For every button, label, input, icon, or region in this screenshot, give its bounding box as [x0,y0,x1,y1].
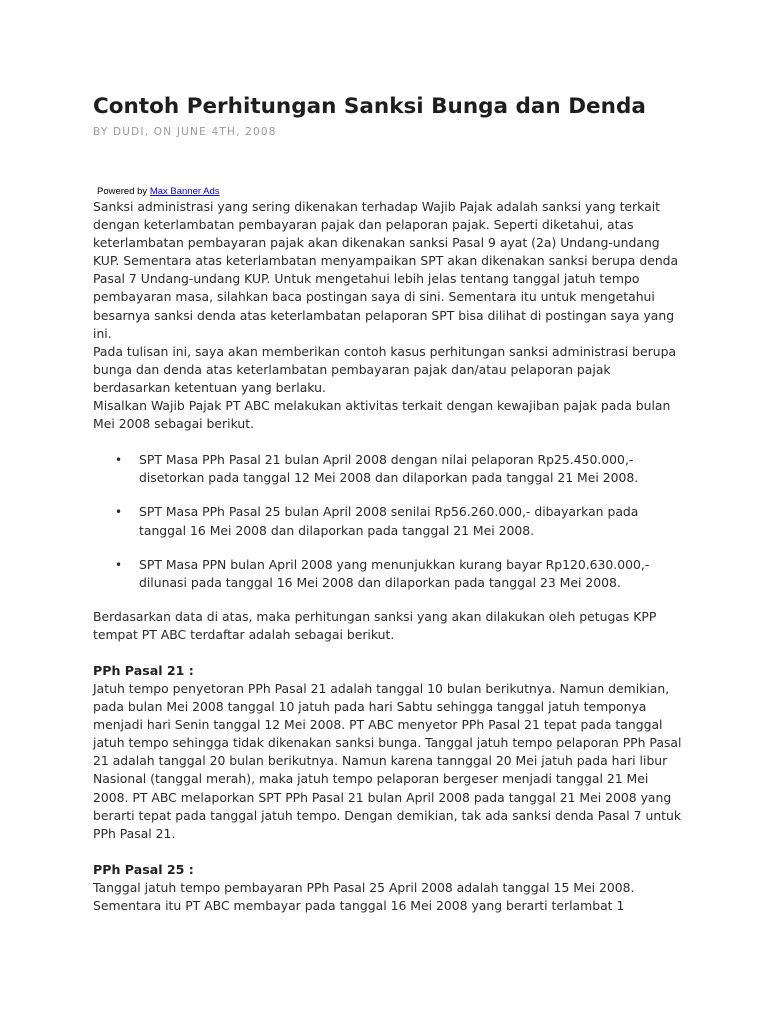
paragraph-example: Misalkan Wajib Pajak PT ABC melakukan aktivitas terkait dengan kewajiban pajak pada bulan Mei 2008 sebagai berikut. [93,398,671,432]
heading-pph25: PPh Pasal 25 : [93,861,194,877]
paragraph-purpose: Pada tulisan ini, saya akan memberikan contoh kasus perhitungan sanksi administrasi berupa bunga dan denda atas keterlambatan pembayaran pajak dan/atau pelaporan pajak berdasarkan ketentuan yang berlaku. [93,343,677,395]
paragraph-pph21: Jatuh tempo penyetoran PPh Pasal 21 adalah tanggal 10 bulan berikutnya. Namun demikian, pada bulan Mei 2008 tanggal 10 jatuh pada hari Sabtu sehingga tanggal jatuh temponya menjadi hari Senin tanggal 12 Mei 2008. PT ABC menyetor PPh Pasal 21 tepat pada tanggal jatuh tempo sehingga tidak dikenakan sanksi bunga. Tanggal jatuh tempo pelaporan PPh Pasal 21 adalah tanggal 20 bulan berikutnya. Namun karena tannggal 20 Mei jatuh pada hari libur Nasional (tanggal merah), maka jatuh tempo pelaporan bergeser menjadi tanggal 21 Mei 2008. PT ABC melaporkan SPT PPh Pasal 21 bulan April 2008 pada tanggal 21 Mei 2008 yang berarti tepat pada tanggal jatuh tempo. Dengan demikian, tak ada sanksi denda Pasal 7 untuk PPh Pasal 21. [93,680,682,841]
paragraph-pph25: Tanggal jatuh tempo pembayaran PPh Pasal 25 April 2008 adalah tanggal 15 Mei 2008. Sementara itu PT ABC membayar pada tanggal 16 Mei 2008 yang berarti terlambat 1 [93,879,635,913]
list-item-text: SPT Masa PPN bulan April 2008 yang menunjukkan kurang bayar Rp120.630.000,- dilunasi pada tanggal 16 Mei 2008 dan dilaporkan pada tanggal 23 Mei 2008. [139,556,650,590]
powered-by-prefix: Powered by [97,186,150,197]
bullet-icon: • [115,453,123,468]
post-title: Contoh Perhitungan Sanksi Bunga dan Denda [93,94,646,119]
paragraph-summary: Berdasarkan data di atas, maka perhitungan sanksi yang akan dilakukan oleh petugas KPP tempat PT ABC terdaftar adalah sebagai berikut. [93,608,657,642]
list-item [115,556,683,592]
article [93,93,683,915]
list-item-text: SPT Masa PPh Pasal 21 bulan April 2008 dengan nilai pelaporan Rp25.450.000,- disetorkan pada tanggal 12 Mei 2008 dan dilaporkan pada tanggal 21 Mei 2008. [139,452,639,486]
max-banner-ads-link[interactable]: Max Banner Ads [149,186,220,197]
bullet-icon: • [115,505,123,520]
list-item-text: SPT Masa PPh Pasal 25 bulan April 2008 senilai Rp56.260.000,- dibayarkan pada tanggal 16 Mei 2008 dan dilaporkan pada tanggal 21 Mei 2008. [139,504,639,538]
powered-by [97,186,683,198]
bullet-icon: • [115,557,123,572]
activity-list [93,451,683,592]
list-item [115,451,683,487]
post-meta: BY DUDI, ON JUNE 4TH, 2008 [93,126,277,138]
heading-pph21: PPh Pasal 21 : [93,662,194,678]
list-item [115,503,683,539]
paragraph-intro: Sanksi administrasi yang sering dikenakan terhadap Wajib Pajak adalah sanksi yang terkait dengan keterlambatan pembayaran pajak dan pelaporan pajak. Seperti diketahui, atas keterlambatan pembayaran pajak akan dikenakan sanksi Pasal 9 ayat (2a) Undang-undang KUP. Sementara atas keterlambatan menyampaikan SPT akan dikenakan sanksi berupa denda Pasal 7 Undang-undang KUP. Untuk mengetahui lebih jelas tentang tanggal jatuh tempo pembayaran masa, silahkan baca postingan saya di sini. Sementara itu untuk mengetahui besarnya sanksi denda atas keterlambatan pelaporan SPT bisa dilihat di postingan saya yang ini. [93,199,679,341]
